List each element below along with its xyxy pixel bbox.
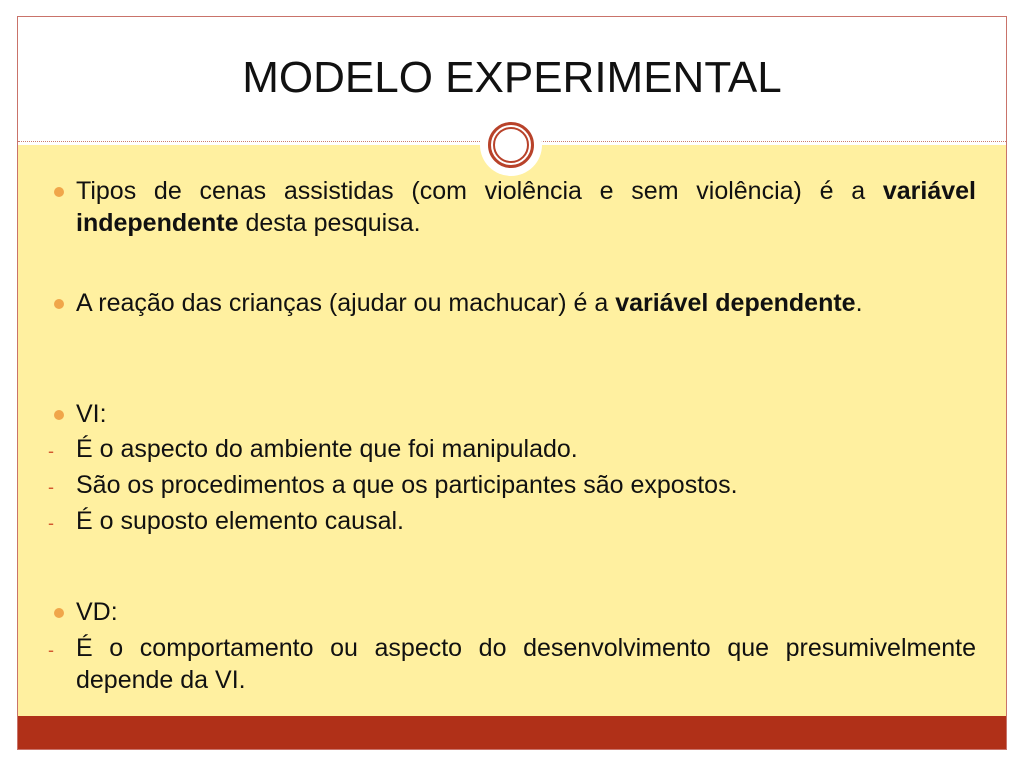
bullet-2-emphasis: variável dependente xyxy=(615,289,856,317)
bullet-vi-label: VI: xyxy=(76,400,107,428)
bullet-dot-icon xyxy=(54,608,64,618)
slide xyxy=(17,16,1007,750)
ornament-inner-ring xyxy=(493,127,529,163)
dash-bullet-icon: - xyxy=(48,477,54,497)
footer-band xyxy=(18,716,1006,750)
circle-ornament-icon xyxy=(480,114,542,176)
vi-item-1: É o aspecto do ambiente que foi manipulado. xyxy=(76,435,578,463)
bullet-dot-icon xyxy=(54,187,64,197)
bullet-1-text: Tipos de cenas assistidas (com violência e sem violência) é a xyxy=(76,177,883,205)
bullet-dot-icon xyxy=(54,299,64,309)
bullet-1-emphasis: variável independente xyxy=(76,177,976,237)
vi-item-2: São os procedimentos a que os participantes são expostos. xyxy=(76,471,738,499)
content-area xyxy=(18,145,1006,716)
bullet-2-text: A reação das crianças (ajudar ou machucar) é a xyxy=(76,289,616,317)
bullet-vd-label: VD: xyxy=(76,598,118,626)
vd-item-1: É o comportamento ou aspecto do desenvolvimento que presumivelmente depende da VI. xyxy=(76,634,976,694)
bullet-dot-icon xyxy=(54,410,64,420)
bullet-2-tail: . xyxy=(855,289,863,317)
bullet-2 xyxy=(76,287,976,319)
bullet-1 xyxy=(76,175,976,239)
dash-bullet-icon: - xyxy=(48,441,54,461)
bullet-1-tail: desta pesquisa. xyxy=(238,209,421,237)
slide-title: MODELO EXPERIMENTAL xyxy=(242,53,782,102)
vi-item-3: É o suposto elemento causal. xyxy=(76,507,404,535)
dash-bullet-icon: - xyxy=(48,640,54,660)
dash-bullet-icon: - xyxy=(48,513,54,533)
